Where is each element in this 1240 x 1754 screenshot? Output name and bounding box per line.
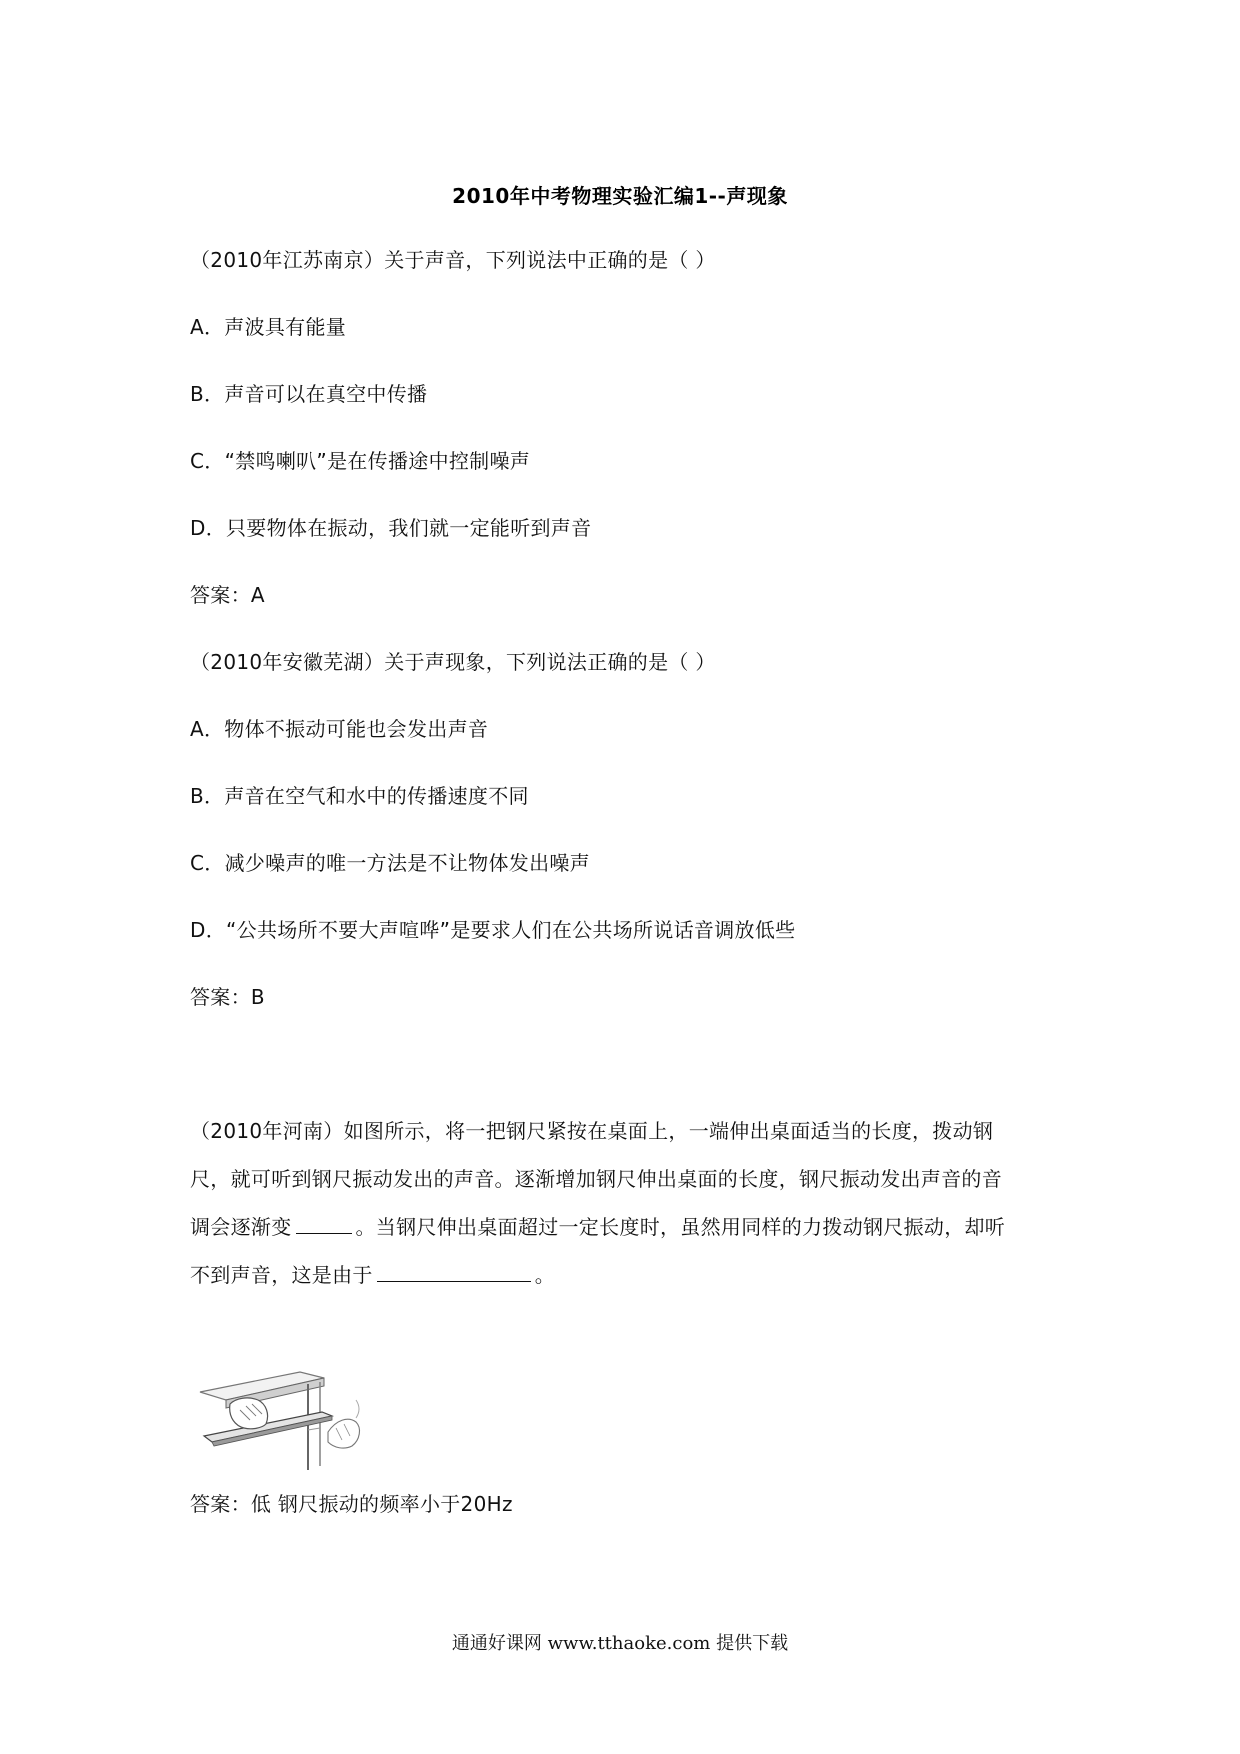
question-2-option-b: B．声音在空气和水中的传播速度不同 xyxy=(190,784,529,808)
question-1-answer: 答案：A xyxy=(190,583,265,607)
right-hand xyxy=(328,1419,359,1448)
answer-blank-1 xyxy=(296,1213,352,1234)
question-1-option-a: A．声波具有能量 xyxy=(190,315,347,339)
question-2-option-a: A．物体不振动可能也会发出声音 xyxy=(190,717,489,741)
footer-source: 通通好课网 www.tthaoke.com 提供下载 xyxy=(451,1633,789,1654)
question-3-stem-line-1: （2010年河南）如图所示，将一把钢尺紧按在桌面上，一端伸出桌面适当的长度，拨动钢 xyxy=(190,1119,994,1143)
question-1-option-b: B．声音可以在真空中传播 xyxy=(190,382,428,406)
question-2-stem: （2010年安徽芜湖）关于声现象，下列说法正确的是（ ） xyxy=(190,650,716,674)
question-3-line-4-after: 。 xyxy=(534,1263,556,1287)
question-2-answer: 答案：B xyxy=(190,985,265,1009)
question-3-line-3-before: 调会逐渐变 xyxy=(190,1215,292,1239)
question-2-option-c: C．减少噪声的唯一方法是不让物体发出噪声 xyxy=(190,851,590,875)
question-3-stem-line-4 xyxy=(190,1261,1070,1309)
ruler-on-desk-figure xyxy=(196,1370,366,1482)
question-2-option-d: D．“公共场所不要大声喧哗”是要求人们在公共场所说话音调放低些 xyxy=(190,918,796,942)
question-3-stem-line-3 xyxy=(190,1213,1070,1261)
question-1-option-c: C．“禁鸣喇叭”是在传播途中控制噪声 xyxy=(190,449,531,473)
document-title: 2010年中考物理实验汇编1--声现象 xyxy=(452,184,788,208)
question-3-line-3-after: 。当钢尺伸出桌面超过一定长度时，虽然用同样的力拨动钢尺振动，却听 xyxy=(355,1215,1006,1239)
question-3-answer: 答案：低 钢尺振动的频率小于20Hz xyxy=(190,1492,513,1516)
answer-blank-2 xyxy=(377,1261,531,1282)
vibration-mark xyxy=(356,1400,359,1418)
desk-rail xyxy=(308,1428,320,1430)
question-3-line-4-before: 不到声音，这是由于 xyxy=(190,1263,373,1287)
question-3-stem xyxy=(190,1117,1070,1309)
question-1-option-d: D．只要物体在振动，我们就一定能听到声音 xyxy=(190,516,592,540)
question-3-stem-line-2: 尺，就可听到钢尺振动发出的声音。逐渐增加钢尺伸出桌面的长度，钢尺振动发出声音的音 xyxy=(190,1167,1002,1191)
question-1-stem: （2010年江苏南京）关于声音，下列说法中正确的是（ ） xyxy=(190,248,716,272)
